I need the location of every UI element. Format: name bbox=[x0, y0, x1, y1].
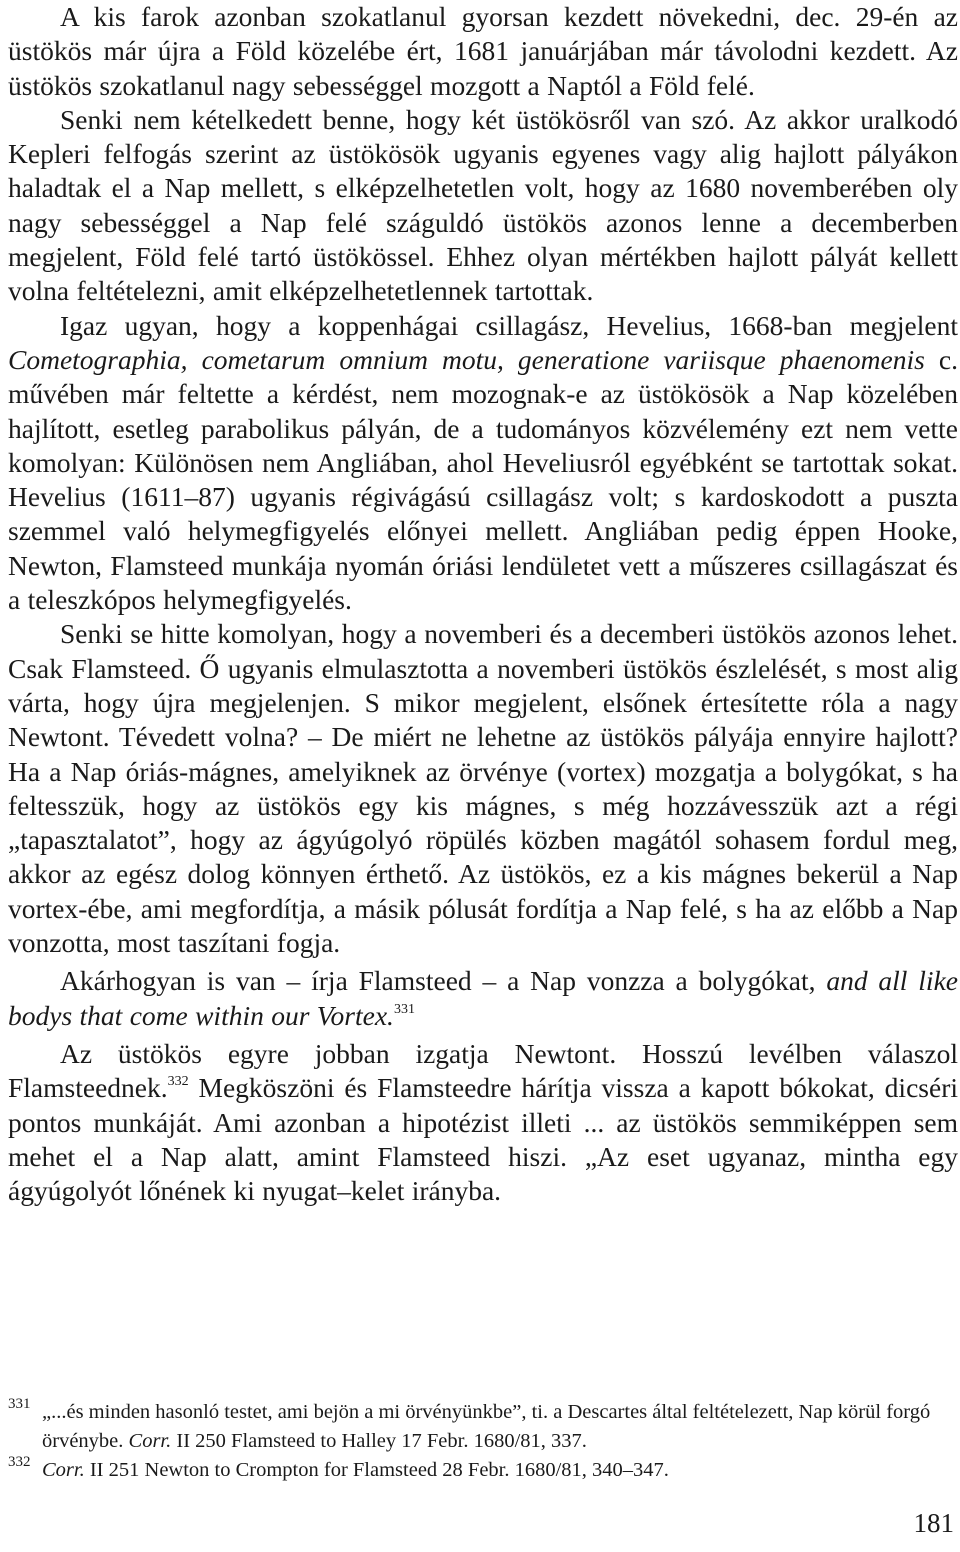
text-run: A kis farok azonban szokatlanul gyorsan kezdett növekedni, dec. 29-én az üstökös már újra a Föld közelébe ért, 1681 januárjában már távolodni kezdett. Az üstökös szokatlanul nagy sebességgel mozgott a Naptól a Föld felé. bbox=[8, 1, 958, 101]
text-run: Akárhogyan is van – írja Flamsteed – a Nap vonzza a bolygókat, bbox=[60, 965, 827, 997]
footnotes bbox=[8, 1398, 958, 1485]
footnote-number: 331 bbox=[8, 1396, 31, 1412]
text-run: „...és minden hasonló testet, ami bejön a mi örvényünkbe”, ti. a Descartes által feltételezett, Nap körül forgó örvénybe. bbox=[42, 1401, 931, 1452]
text-run: Az üstökös egyre jobban izgatja Newtont. Hosszú levélben válaszol Flamsteednek. bbox=[8, 1037, 958, 1104]
text-run: II 250 Flamsteed to Halley 17 Febr. 1680/81, 337. bbox=[171, 1430, 587, 1452]
document-page bbox=[8, 0, 958, 1481]
italic-text: Corr. bbox=[128, 1430, 172, 1452]
footnote-ref: 331 bbox=[393, 1001, 415, 1017]
italic-text: Cometographia, cometarum omnium motu, generatione variisque phaenomenis bbox=[8, 343, 925, 375]
footnote bbox=[8, 1398, 958, 1456]
text-run: c. művében már feltette a kérdést, nem mozognak-e az üstökösök a Nap közelében hajlított, esetleg parabolikus pályán, de a tudományos közvélemény ezt nem vette komolyan: Különösen nem Angliában, ahol Heveliusról egyébként se tartottak sokat. Hevelius (1611–87) ugyanis régivágású csillagász volt; s kardoskodott a puszta szemmel való helymegfigyelés előnyei mellett. Angliában pedig éppen Hooke, Newton, Flamsteed munkája nyomán óriási lendületet vett a műszeres csillagászat és a teleszkópos helymegfigyelés. bbox=[8, 343, 958, 616]
body-text bbox=[8, 0, 958, 1208]
text-run: II 251 Newton to Crompton for Flamsteed 28 Febr. 1680/81, 340–347. bbox=[84, 1459, 669, 1481]
paragraph bbox=[8, 1037, 958, 1208]
footnote-ref: 332 bbox=[167, 1074, 189, 1090]
text-run: Igaz ugyan, hogy a koppenhágai csillagász, Hevelius, 1668-ban megjelent bbox=[60, 309, 958, 341]
page-number: 181 bbox=[913, 1508, 954, 1538]
paragraph bbox=[8, 964, 958, 1033]
italic-text: and all like bodys that come within our Vortex. bbox=[8, 965, 958, 1031]
paragraph bbox=[8, 617, 958, 960]
text-run: Megköszöni és Flamsteedre hárítja vissza a kapott bókokat, dicséri pontos munkáját. Ami azonban a hipotézist illeti ... az üstökös semmiképpen sem mehet el a Nap alatt, amint Flamsteed hiszi. „Az eset ugyanaz, mintha egy ágyúgolyót lőnének ki nyugat–kelet irányba. bbox=[8, 1072, 958, 1207]
italic-text: Corr. bbox=[42, 1459, 85, 1481]
footnote bbox=[8, 1456, 958, 1485]
paragraph bbox=[8, 0, 958, 103]
paragraph bbox=[8, 309, 958, 618]
text-run: Senki nem kételkedett benne, hogy két üstökösről van szó. Az akkor uralkodó Kepleri felfogás szerint az üstökösök ugyanis egyenes vagy alig hajlott pályákon haladtak el a Nap mellett, s elképzelhetetlen volt, hogy az 1680 novemberében oly nagy sebességgel a Nap felé száguldó üstökös azonos lenne a decemberben megjelent, Föld felé tartó üstökössel. Ehhez olyan mértékben hajlott pályát kellett volna feltételezni, amit elképzelhetetlennek tartottak. bbox=[8, 103, 958, 307]
footnote-number: 332 bbox=[8, 1454, 31, 1470]
paragraph bbox=[8, 103, 958, 309]
text-run: Senki se hitte komolyan, hogy a novemberi és a decemberi üstökös azonos lehet. Csak Flamsteed. Ő ugyanis elmulasztotta a novemberi üstökös észlelését, s most alig várta, hogy újra megjelenjen. S mikor megjelent, elsőnek értesítette róla a nagy Newtont. Tévedett volna? – De miért ne lehetne az üstökös pályája ennyire hajlott? Ha a Nap óriás-mágnes, amelyiknek az örvénye (vortex) mozgatja a bolygókat, s ha feltesszük, hogy az üstökös egy kis mágnes, s még hozzávesszük azt a régi „tapasztalatot”, hogy az ágyúgolyó röpülés közben magától sohasem fordul meg, akkor az egész dolog könnyen érthető. Az üstökös, ez a kis mágnes bekerül a Nap vortex-ébe, ami megfordítja, a másik pólusát fordítja a Nap felé, s ha az előbb a Nap vonzotta, most taszítani fogja. bbox=[8, 618, 958, 959]
